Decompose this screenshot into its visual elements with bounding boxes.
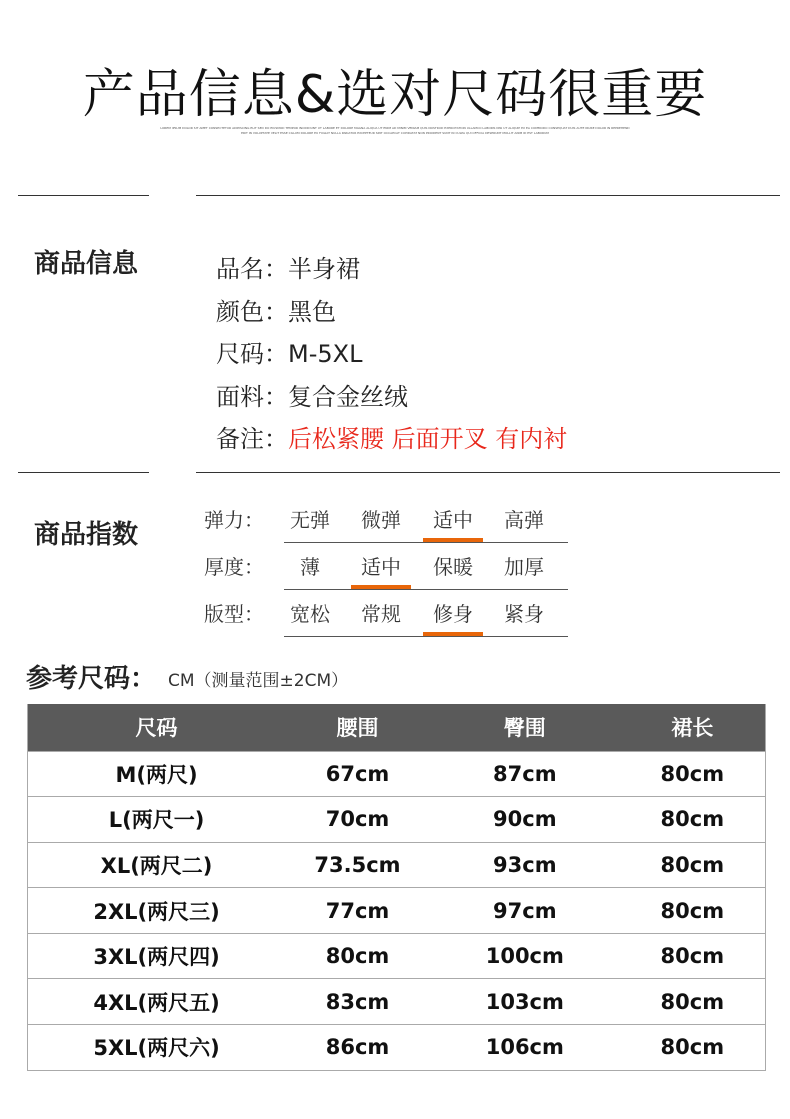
size-table-cell: XL(两尺二)	[28, 842, 286, 888]
product-info-list	[216, 248, 567, 461]
size-table-cell: 106cm	[430, 1025, 620, 1071]
index-option-selected: 适中	[351, 551, 411, 580]
size-table-column-header: 腰围	[285, 704, 430, 751]
size-table-cell: 80cm	[620, 751, 766, 797]
size-table-cell: 93cm	[430, 842, 620, 888]
size-table-cell: 4XL(两尺五)	[28, 979, 286, 1025]
index-option: 宽松	[290, 602, 330, 626]
index-row	[204, 590, 568, 637]
info-value: 半身裙	[288, 255, 360, 283]
size-table-cell: 100cm	[430, 933, 620, 979]
divider-mid-right	[196, 472, 780, 473]
size-table-cell: 80cm	[285, 933, 430, 979]
info-row	[216, 418, 567, 461]
size-table-cell: 67cm	[285, 751, 430, 797]
info-value: 后松紧腰 后面开叉 有内衬	[288, 425, 568, 453]
index-row	[204, 543, 568, 590]
index-row-line	[284, 636, 568, 637]
info-row	[216, 333, 567, 376]
info-key: 颜色：	[216, 297, 288, 326]
info-row	[216, 291, 567, 334]
index-row-label: 弹力：	[204, 508, 264, 532]
divider-top-right	[196, 195, 780, 196]
size-table-cell: 103cm	[430, 979, 620, 1025]
product-index-grid	[204, 496, 568, 637]
size-table-cell: 80cm	[620, 888, 766, 934]
size-table	[27, 704, 766, 1071]
divider-top-left	[18, 195, 149, 196]
size-table-row	[28, 979, 766, 1025]
index-option-selected: 适中	[423, 504, 483, 533]
index-option: 无弹	[290, 508, 330, 532]
size-table-cell: 3XL(两尺四)	[28, 933, 286, 979]
index-option: 微弹	[361, 508, 401, 532]
product-info-label: 商品信息	[34, 249, 139, 279]
size-table-column-header: 尺码	[28, 704, 286, 751]
index-option: 加厚	[504, 555, 544, 579]
size-table-cell: 70cm	[285, 797, 430, 843]
size-table-cell: 97cm	[430, 888, 620, 934]
size-table-row	[28, 933, 766, 979]
divider-mid-left	[18, 472, 149, 473]
reference-size-note: CM（测量范围±2CM）	[168, 671, 349, 691]
size-table-column-header: 裙长	[620, 704, 766, 751]
info-row	[216, 376, 567, 419]
index-option: 常规	[361, 602, 401, 626]
size-table-cell: M(两尺)	[28, 751, 286, 797]
size-table-cell: 80cm	[620, 842, 766, 888]
info-key: 备注：	[216, 425, 288, 453]
size-table-header	[28, 704, 766, 751]
reference-size-title: 参考尺码：	[26, 664, 157, 694]
index-option: 紧身	[504, 602, 544, 626]
index-row-label: 版型：	[204, 602, 264, 626]
info-key: 面料：	[216, 382, 288, 411]
size-table-cell: 80cm	[620, 1025, 766, 1071]
index-row	[204, 496, 568, 543]
size-table-cell: 2XL(两尺三)	[28, 888, 286, 934]
info-key: 尺码：	[216, 340, 288, 368]
index-option: 高弹	[504, 508, 544, 532]
size-table-row	[28, 842, 766, 888]
size-table-cell: 77cm	[285, 888, 430, 934]
size-table-row	[28, 751, 766, 797]
size-table-cell: 87cm	[430, 751, 620, 797]
product-index-label: 商品指数	[34, 520, 139, 550]
size-table-cell: 80cm	[620, 979, 766, 1025]
size-table-column-header: 臀围	[430, 704, 620, 751]
size-table-cell: L(两尺一)	[28, 797, 286, 843]
info-key: 品名：	[216, 255, 288, 283]
decorative-fine-print: LOREM IPSUM DOLOR SIT AMET CONSECTETUR ADIPISCING ELIT SED DO EIUSMOD TEMPOR INCIDIDUNT UT LABORE ET DOLORE MAGNA ALIQUA UT ENIM AD MINIM VENIAM QUIS NOSTRUD EXERCITATION ULLAMCO LABORIS NISI UT ALIQUIP EX EA COMMODO CONSEQUAT DUIS AUTE IRURE DOLOR IN REPREHENDERIT IN VOLUPTATE VELIT ESSE CILLUM DOLORE EU FUGIAT NULLA PARIATUR EXCEPTEUR SINT OCCAECAT CUPIDATAT NON PROIDENT SUNT IN CULPA QUI OFFICIA DESERUNT MOLLIT ANIM ID EST LABORUM	[160, 126, 630, 135]
size-table-cell: 83cm	[285, 979, 430, 1025]
page-title: 产品信息&选对尺码很重要	[82, 65, 708, 125]
index-option: 保暖	[433, 555, 473, 579]
info-value: M-5XL	[288, 340, 363, 368]
size-table-cell: 80cm	[620, 797, 766, 843]
info-value: 复合金丝绒	[288, 382, 408, 411]
size-table-row	[28, 1025, 766, 1071]
info-row	[216, 248, 567, 291]
size-table-row	[28, 888, 766, 934]
size-table-row	[28, 797, 766, 843]
size-table-cell: 86cm	[285, 1025, 430, 1071]
size-table-cell: 5XL(两尺六)	[28, 1025, 286, 1071]
size-table-cell: 90cm	[430, 797, 620, 843]
index-option: 薄	[300, 555, 320, 579]
index-option-selected: 修身	[423, 598, 483, 627]
info-value: 黑色	[288, 297, 336, 326]
index-row-label: 厚度：	[204, 555, 264, 579]
size-table-cell: 73.5cm	[285, 842, 430, 888]
size-table-cell: 80cm	[620, 933, 766, 979]
